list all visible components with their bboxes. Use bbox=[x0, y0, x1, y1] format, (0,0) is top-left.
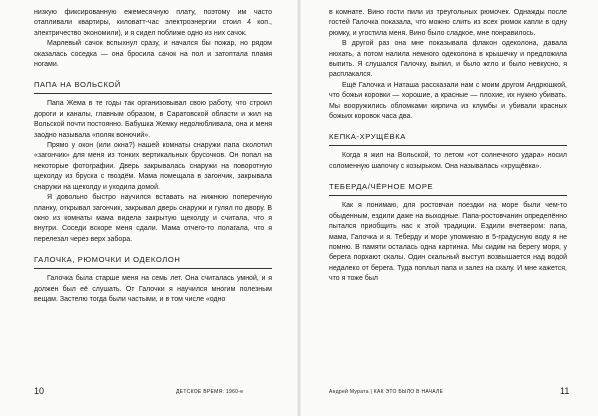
paragraph: Марлевый сачок вспыхнул сразу, и начался бы пожар, но рядом оказалась соседка — она бросила сачок на пол и затоптала пламя ногами. bbox=[34, 40, 272, 69]
section-heading: ГАЛОЧКА, РЮМОЧКИ И ОДЕКОЛОН bbox=[34, 254, 272, 269]
paragraph: Когда я жил на Вольской, то летом «от солнечного удара» носил соломенную шапочку с козырьком. Она называлась «хрущёвка». bbox=[329, 152, 567, 170]
page-number-left: 10 bbox=[34, 386, 45, 396]
paragraph: В другой раз она мне показывала флакон одеколона, давала нюхать, а потом налила немного одеколона в крышечку и предложила выпить. Я слушался Галочку, выпил, и было жгло и было невкусно, я расплакался. bbox=[329, 40, 567, 79]
paragraph: низкую фиксированную ежемесячную плату, поэтому им часто отапливали квартиры, киловатт-час электроэнергии стоил 4 коп., электричество экономили), и я сидел поближе одно из них сачок. bbox=[34, 9, 272, 37]
paragraph: Как я понимаю, для ростовчан поездки на море были чем-то обыденным, ездили даже на выходные. Папа-ростовчанин определённо пытался приобщить нас к этой традиции. Ездили вчетвером: папа, мама, Галочка и я. Теберду и море упоминаю в 5-градусную воду я не помню. В памяти осталась одна картинка. Мы сидим на берегу моря, у берега порхают скалы. Один скальный выступ возвышается над водой недалеко от берега. Туда поплыл папа и залез на скалу. И мне кажется, что я тоже был bbox=[329, 202, 567, 283]
section-heading: КЕПКА-ХРУЩЁВКА bbox=[329, 131, 567, 146]
running-head-right: Андрей Мурата | КАК ЭТО БЫЛО В НАЧАЛЕ bbox=[329, 389, 444, 395]
section-heading: ПАПА НА ВОЛЬСКОЙ bbox=[34, 79, 272, 94]
paragraph: Папа Жема в те годы так организовывал свою работу, что строил дороги и каналы, главным образом, в Саратовской области и жил на Вольской почти постоянно. Бабушка Жемку недолюбливала, она и меня заодно называла «поляк вонючий». bbox=[34, 100, 272, 139]
left-page bbox=[34, 8, 272, 380]
paragraph: Прямо у окон (или окна?) нашей комнаты снаружи папа сколотил «загончик» для меня из тонких вертикальных брусочков. Он попал на некоторые фотографии. Дверь закрывалась снаружи на поворотную щеколду из бруска с гвоздём. Мама помещала в загончик, закрывала снаружи на щеколду и уходила домой. bbox=[34, 142, 272, 191]
book-gutter bbox=[297, 0, 301, 416]
paragraph: Ещё Галочка и Наташа рассказали нам с моим другом Андрюшкой, что божьи коровки — хорошие, а красные — плохие, их нужно убивать. Мы вооружились обломками кирпича из клумбы и убивали красных божьих коровок часа два. bbox=[329, 81, 567, 121]
paragraph: Я довольно быстро научился вставать на нижнюю поперечную планку, открывал загончик, закрывал дверь снаружи и гулял по двору. В окно из комнаты мама видела закрытую щеколду и считала, что я внутри. Соседи вскоре меня сдали. Мама отчего-то полагала, что я перелезал через верх забора. bbox=[34, 194, 272, 243]
paragraph: в комнате. Вино гости пили из треугольных рюмочек. Однажды после гостей Галочка показала, что можно слить из всех рюмок капли в одну рюмку, и угостила меня. Вино было сладкое, мне понравилось. bbox=[329, 9, 567, 37]
running-head-left: ДЕТСКОЕ ВРЕМЯ: 1960-е bbox=[176, 389, 244, 395]
section-heading: ТЕБЕРДА/ЧЁРНОЕ МОРЕ bbox=[329, 181, 567, 196]
page-number-right: 11 bbox=[560, 386, 570, 396]
paragraph: Галочка была старше меня на семь лет. Она считалась умной, и я должен был её слушать. От Галочки я научился многим полезным вещам. Застелю тогда были частыми, и в том числе «одно bbox=[34, 275, 272, 303]
right-page bbox=[329, 8, 567, 380]
